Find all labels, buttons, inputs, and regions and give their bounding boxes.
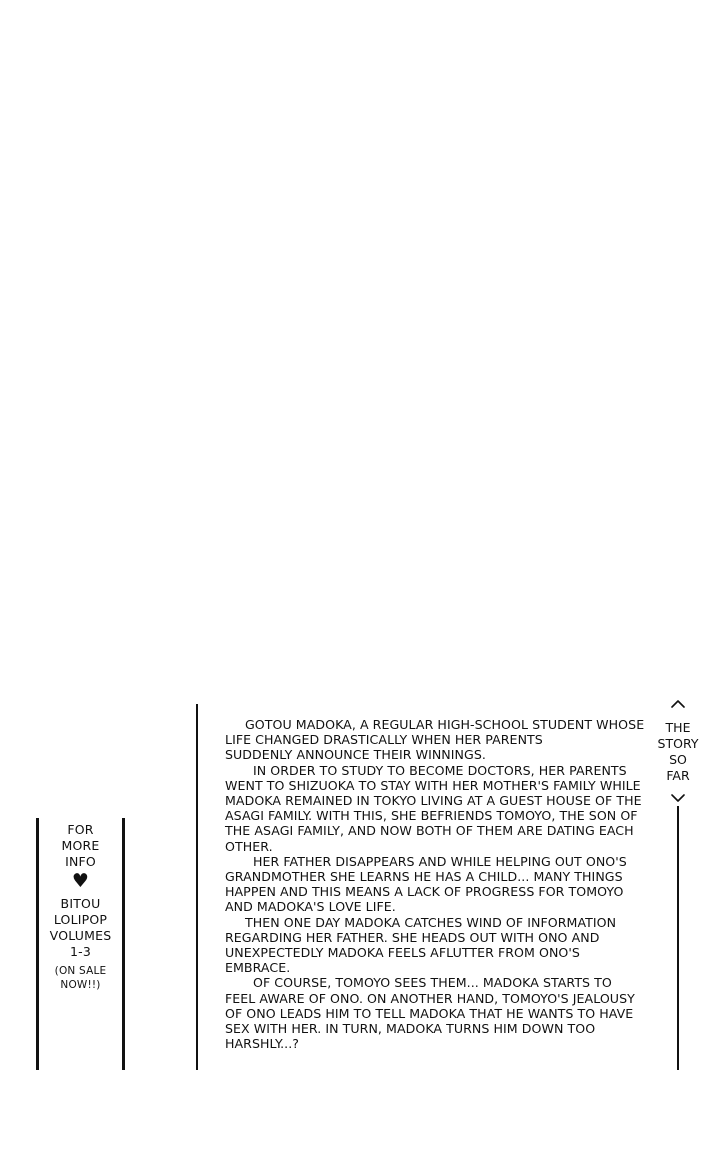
info-line-for: FOR (67, 822, 94, 837)
summary-line: OTHER. (225, 838, 273, 854)
summary-line: HER FATHER DISAPPEARS AND WHILE HELPING OUT ONO'S (253, 853, 627, 869)
info-line-more: MORE (61, 838, 100, 853)
summary-line: SUDDENLY ANNOUNCE THEIR WINNINGS. (225, 747, 486, 763)
summary-line: AND MADOKA'S LOVE LIFE. (225, 899, 396, 915)
story-title-line-far: FAR (666, 768, 690, 783)
story-tab-vertical-rule (677, 806, 679, 1070)
sale-line-1: (ON SALE (54, 965, 107, 977)
story-title-line-so: SO (669, 752, 687, 767)
story-so-far-tab (652, 696, 704, 1076)
story-title-line-story: STORY (657, 736, 699, 751)
summary-line: REGARDING HER FATHER. SHE HEADS OUT WITH ONO AND (225, 929, 600, 945)
heart-icon: ♥ (71, 870, 90, 892)
summary-line: OF ONO LEADS HIM TO TELL MADOKA THAT HE WANTS TO HAVE (225, 1005, 634, 1021)
summary-line: ASAGI FAMILY. WITH THIS, SHE BEFRIENDS TOMOYO, THE SON OF (225, 808, 638, 824)
summary-line: HAPPEN AND THIS MEANS A LACK OF PROGRESS FOR TOMOYO (225, 884, 624, 900)
summary-line: GOTOU MADOKA, A REGULAR HIGH-SCHOOL STUDENT WHOSE (245, 717, 645, 732)
series-line-title-1: BITOU (60, 896, 101, 911)
story-so-far-title (652, 720, 704, 784)
story-summary-box (196, 704, 656, 1070)
summary-line: IN ORDER TO STUDY TO BECOME DOCTORS, HER PARENTS (253, 762, 627, 778)
summary-line: LIFE CHANGED DRASTICALLY WHEN HER PARENTS (225, 732, 543, 748)
summary-line: MADOKA REMAINED IN TOKYO LIVING AT A GUEST HOUSE OF THE (225, 793, 642, 809)
summary-line: UNEXPECTEDLY MADOKA FEELS AFLUTTER FROM ONO'S (225, 945, 580, 961)
caret-up-icon (671, 700, 685, 708)
story-title-line-the: THE (665, 720, 691, 735)
summary-line: THE ASAGI FAMILY, AND NOW BOTH OF THEM ARE DATING EACH (225, 823, 634, 839)
summary-line: SEX WITH HER. IN TURN, MADOKA TURNS HIM DOWN TOO (225, 1021, 596, 1037)
summary-line: THEN ONE DAY MADOKA CATCHES WIND OF INFORMATION (245, 914, 617, 930)
summary-line: GRANDMOTHER SHE LEARNS HE HAS A CHILD... MANY THINGS (225, 869, 623, 885)
summary-line: FEEL AWARE OF ONO. ON ANOTHER HAND, TOMOYO'S JEALOUSY (225, 990, 635, 1006)
summary-line: EMBRACE. (225, 960, 291, 976)
story-summary-text (225, 717, 643, 1051)
summary-line: HARSHLY...? (225, 1036, 300, 1052)
more-info-text (39, 822, 122, 992)
series-line-volumes: VOLUMES (49, 928, 112, 943)
summary-left-border (196, 704, 198, 1070)
summary-line: WENT TO SHIZUOKA TO STAY WITH HER MOTHER'S FAMILY WHILE (225, 777, 641, 793)
info-line-info: INFO (65, 854, 96, 869)
more-info-box (36, 818, 125, 1070)
caret-down-icon (671, 794, 685, 802)
summary-line: OF COURSE, TOMOYO SEES THEM... MADOKA STARTS TO (253, 975, 612, 991)
info-box-right-border (122, 818, 125, 1070)
series-line-range: 1-3 (69, 944, 92, 959)
series-line-title-2: LOLIPOP (53, 912, 108, 927)
sale-line-2: NOW!!) (60, 979, 101, 991)
